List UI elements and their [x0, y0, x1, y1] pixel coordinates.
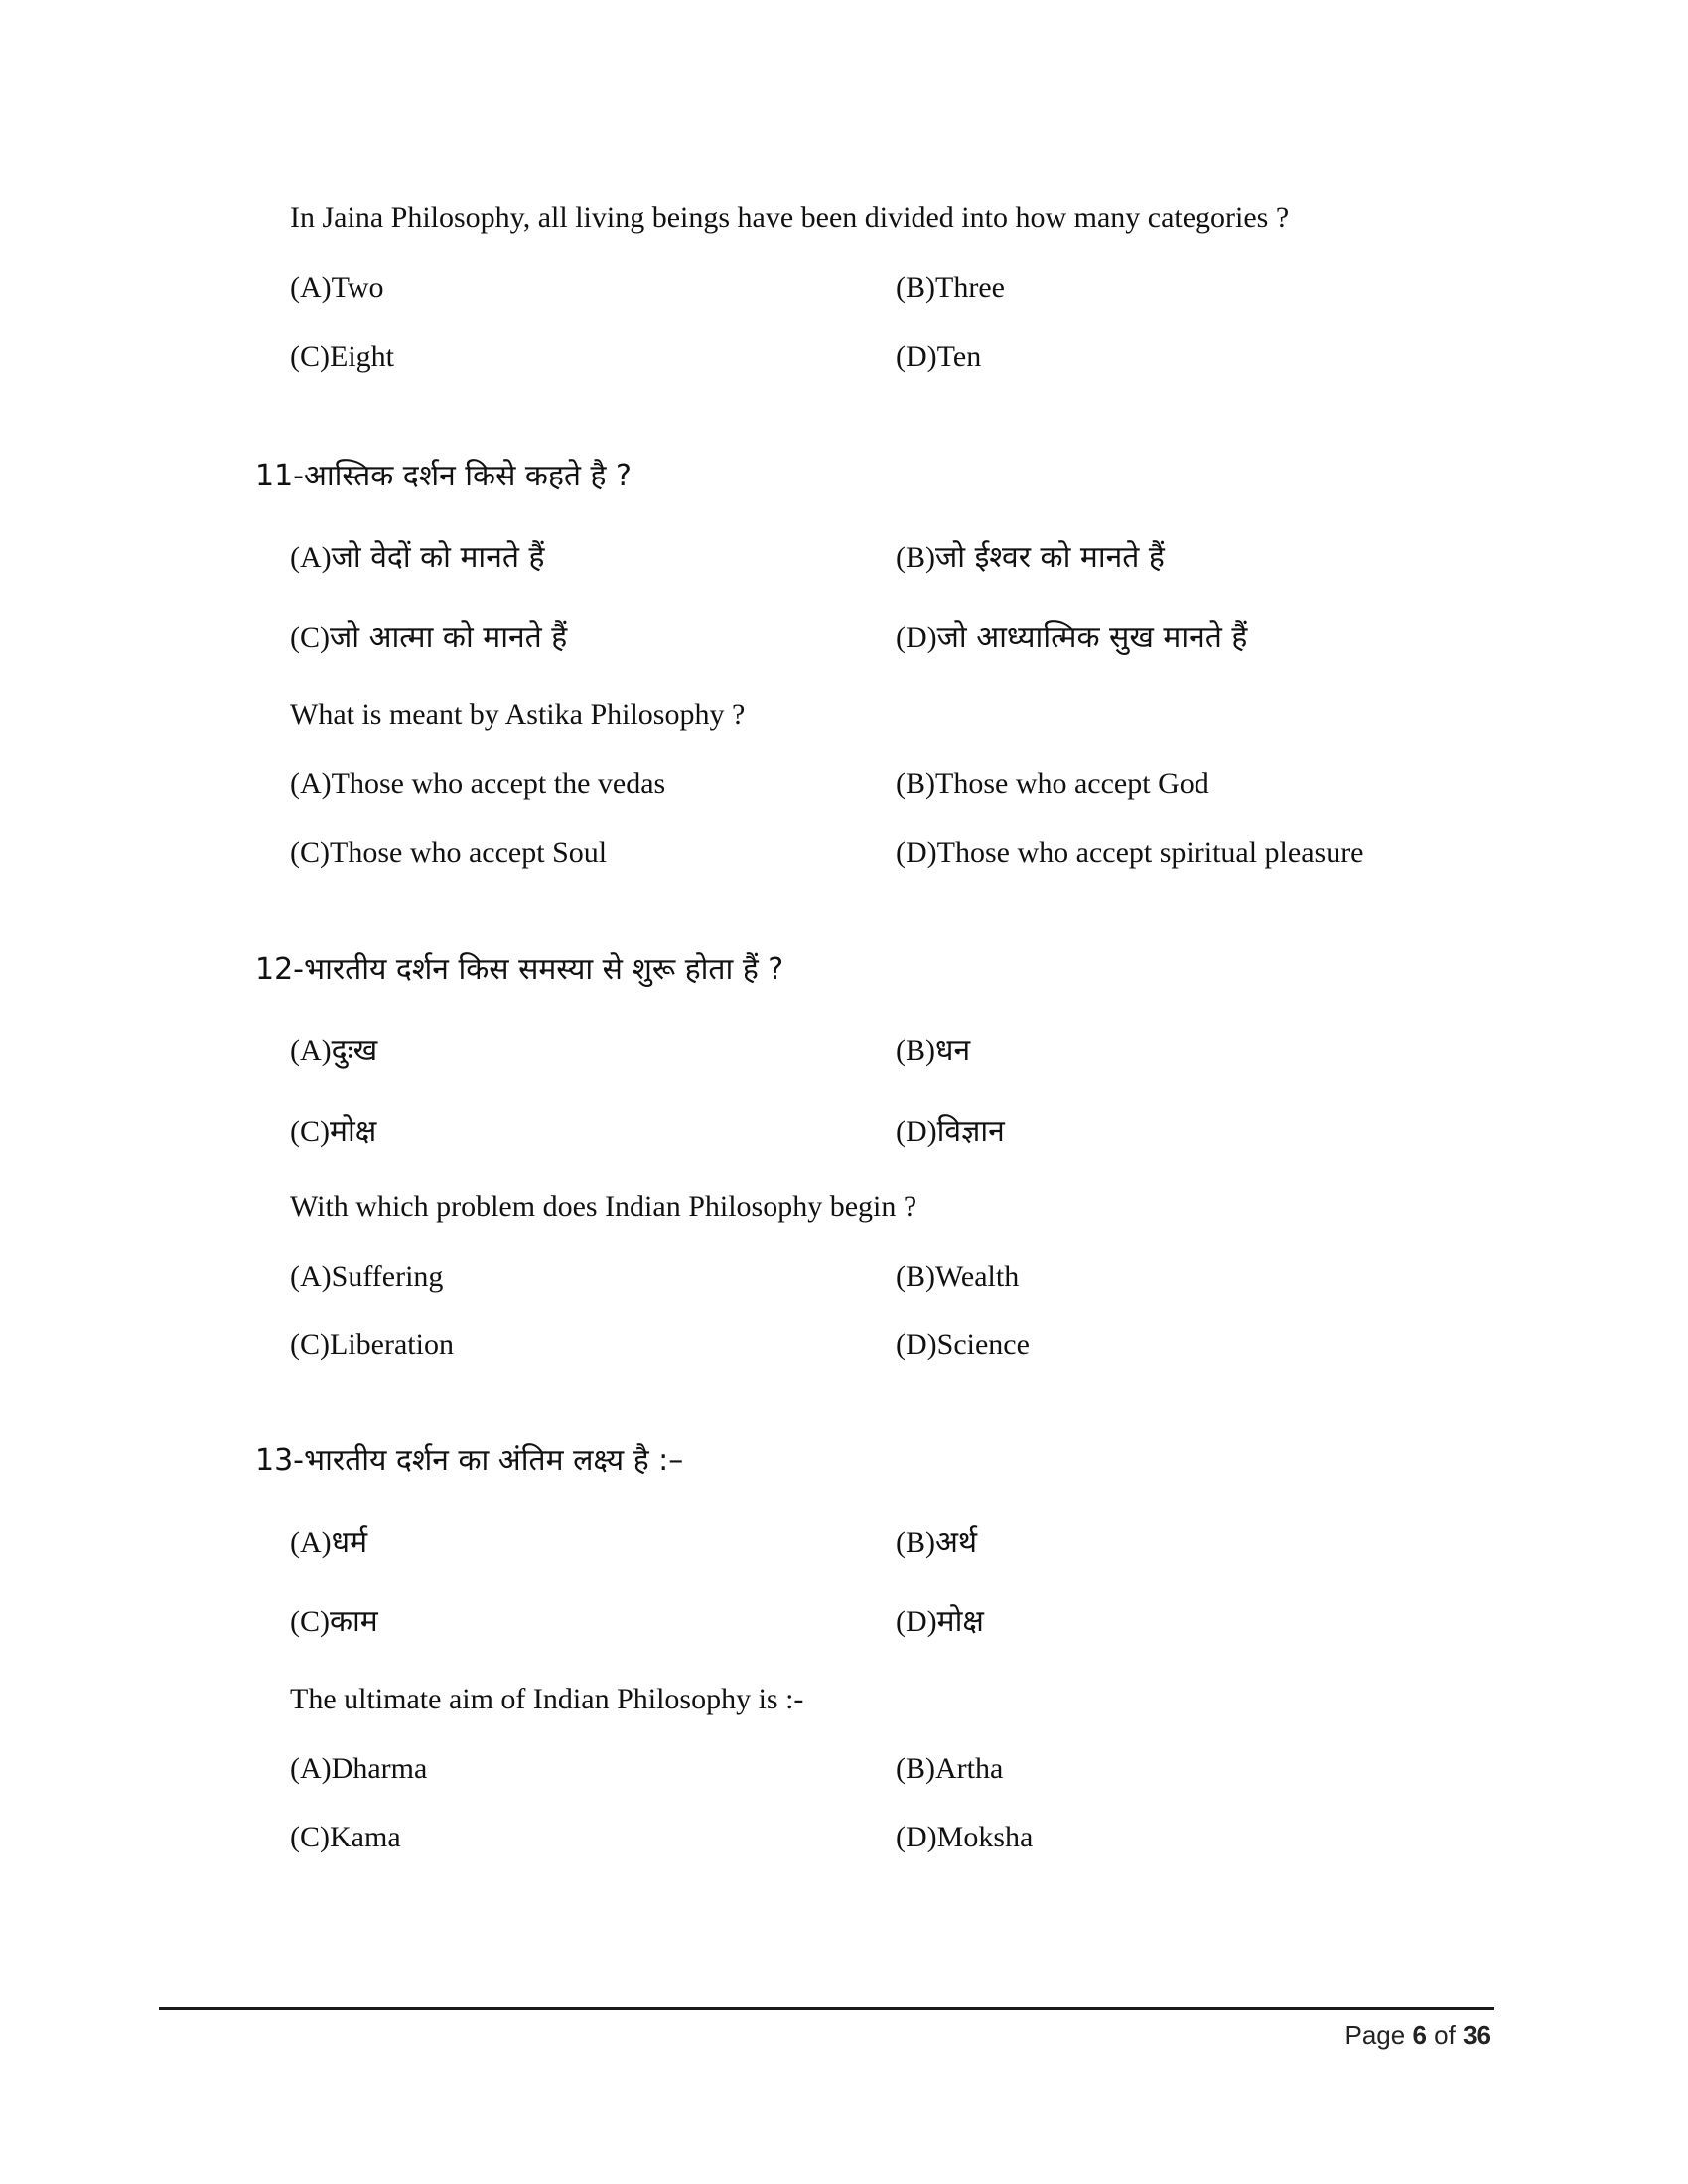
q12-en-option-b: [896, 1257, 1019, 1297]
current-page: 6: [1412, 2020, 1427, 2050]
option-text: Suffering: [331, 1260, 444, 1293]
option-label: (B): [896, 541, 935, 574]
option-text: Those who accept Soul: [330, 836, 608, 869]
option-label: (C): [290, 341, 330, 373]
option-label: (A): [290, 541, 332, 574]
footer-divider: [159, 2007, 1494, 2010]
page-word: Page: [1344, 2020, 1406, 2050]
q11-hi-option-d: [896, 618, 1247, 658]
q13-hi-option-d: [896, 1602, 984, 1642]
option-text: दुःख: [331, 1033, 378, 1068]
option-label: (B): [896, 767, 935, 800]
option-label: (D): [896, 836, 937, 869]
q13-hi-option-c: [290, 1602, 378, 1642]
q12-en-option-c: [290, 1325, 454, 1365]
q11-en-option-d: [896, 833, 1364, 873]
q13-en-option-b: [896, 1749, 1003, 1789]
q10-en-option-c: [290, 338, 394, 377]
option-text: Dharma: [331, 1752, 428, 1785]
option-text: अर्थ: [935, 1525, 978, 1560]
option-label: (D): [896, 621, 937, 654]
option-label: (A): [290, 271, 332, 304]
option-label: (A): [290, 1260, 332, 1293]
option-text: जो वेदों को मानते हैं: [331, 540, 545, 575]
q10-en-option-d: [896, 338, 981, 377]
option-label: (D): [896, 1821, 937, 1853]
option-text: Eight: [330, 341, 394, 373]
option-label: (C): [290, 621, 330, 654]
option-text: Ten: [936, 341, 982, 373]
q11-hi-option-b: [896, 538, 1165, 578]
q12-hi-option-a: [290, 1031, 377, 1071]
option-label: (B): [896, 1034, 935, 1067]
question-13-english: The ultimate aim of Indian Philosophy is :-: [290, 1683, 804, 1715]
option-text: Liberation: [330, 1328, 454, 1361]
question-12-hindi: 12-भारतीय दर्शन किस समस्या से शुरू होता हैं ?: [255, 952, 784, 987]
q12-hi-option-c: [290, 1112, 376, 1152]
q13-hi-option-a: [290, 1523, 367, 1563]
option-label: (B): [896, 1260, 935, 1293]
question-12-english: With which problem does Indian Philosophy begin ?: [290, 1190, 917, 1223]
q12-hi-option-b: [896, 1031, 970, 1071]
q10-en-option-b: [896, 268, 1005, 308]
q11-en-option-c: [290, 833, 607, 873]
total-pages: 36: [1463, 2020, 1491, 2050]
question-11-hindi: 11-आस्तिक दर्शन किसे कहते है ?: [255, 459, 632, 493]
q11-en-option-b: [896, 764, 1209, 804]
q12-hi-option-d: [896, 1112, 1005, 1152]
option-label: (C): [290, 1328, 330, 1361]
option-text: Those who accept God: [935, 767, 1209, 800]
question-10-english: In Jaina Philosophy, all living beings have been divided into how many categories ?: [290, 202, 1290, 234]
option-text: मोक्ष: [936, 1604, 984, 1639]
q13-en-option-d: [896, 1818, 1033, 1857]
q13-hi-option-b: [896, 1523, 977, 1563]
option-text: Kama: [330, 1821, 401, 1853]
of-word: of: [1434, 2020, 1456, 2050]
page-number: [1344, 2015, 1491, 2055]
option-text: धर्म: [331, 1525, 368, 1560]
option-text: Artha: [935, 1752, 1004, 1785]
option-label: (A): [290, 1034, 332, 1067]
q11-hi-option-a: [290, 538, 544, 578]
q11-hi-option-c: [290, 618, 567, 658]
option-text: जो आध्यात्मिक सुख मानते हैं: [936, 620, 1248, 655]
option-label: (B): [896, 1526, 935, 1559]
q12-en-option-a: [290, 1257, 443, 1297]
q10-en-option-a: [290, 268, 384, 308]
option-label: (D): [896, 341, 937, 373]
option-text: Moksha: [936, 1821, 1034, 1853]
question-13-hindi: 13-भारतीय दर्शन का अंतिम लक्ष्य है :–: [255, 1443, 684, 1478]
option-text: धन: [935, 1033, 971, 1068]
option-text: Three: [935, 271, 1005, 304]
option-label: (A): [290, 767, 332, 800]
option-text: जो आत्मा को मानते हैं: [330, 620, 568, 655]
option-label: (A): [290, 1752, 332, 1785]
option-label: (D): [896, 1115, 937, 1148]
option-label: (C): [290, 1821, 330, 1853]
option-text: Those who accept spiritual pleasure: [936, 836, 1364, 869]
option-text: Wealth: [935, 1260, 1020, 1293]
option-text: Those who accept the vedas: [331, 767, 666, 800]
option-label: (A): [290, 1526, 332, 1559]
option-text: Science: [936, 1328, 1030, 1361]
option-label: (C): [290, 1115, 330, 1148]
option-label: (D): [896, 1328, 937, 1361]
q13-en-option-a: [290, 1749, 427, 1789]
q11-en-option-a: [290, 764, 665, 804]
question-11-english: What is meant by Astika Philosophy ?: [290, 698, 746, 731]
option-text: विज्ञान: [936, 1114, 1005, 1149]
option-text: काम: [330, 1604, 378, 1639]
option-label: (B): [896, 1752, 935, 1785]
option-label: (B): [896, 271, 935, 304]
option-text: जो ईश्वर को मानते हैं: [935, 540, 1165, 575]
option-label: (C): [290, 1605, 330, 1638]
q13-en-option-c: [290, 1818, 401, 1857]
option-label: (C): [290, 836, 330, 869]
option-text: Two: [331, 271, 384, 304]
option-label: (D): [896, 1605, 937, 1638]
option-text: मोक्ष: [330, 1114, 377, 1149]
q12-en-option-d: [896, 1325, 1030, 1365]
